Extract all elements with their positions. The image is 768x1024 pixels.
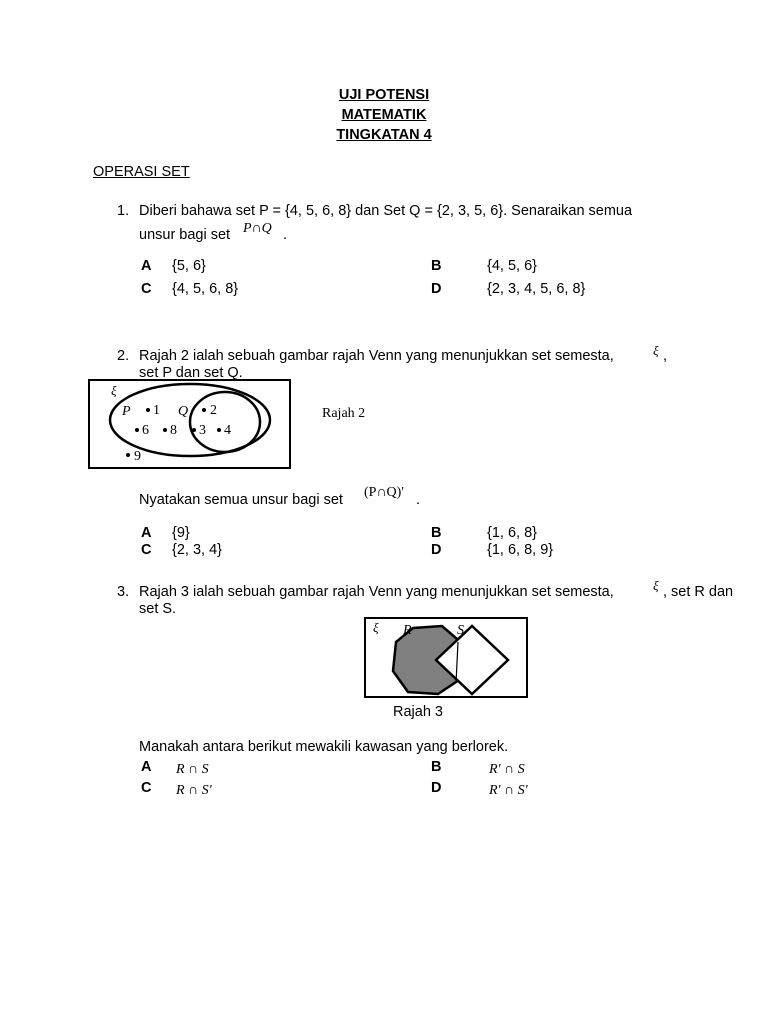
q1-number: 1. <box>117 203 130 219</box>
q2-set-expression: (P∩Q)' <box>364 485 404 500</box>
q2-question: Nyatakan semua unsur bagi set <box>139 492 343 508</box>
q2-period: . <box>416 492 421 508</box>
q1-option-d-label: D <box>431 281 442 297</box>
q2-option-b-label: B <box>431 525 442 541</box>
q1-option-a-value: {5, 6} <box>172 258 206 274</box>
q2-text-line-1: Rajah 2 ialah sebuah gambar rajah Venn yang menunjukkan set semesta, <box>139 348 614 364</box>
q1-option-b-label: B <box>431 258 442 274</box>
q3-option-d-value: R' ∩ S' <box>489 783 528 798</box>
q1-set-expression: P∩Q <box>243 221 272 236</box>
q2-comma: , <box>663 348 668 364</box>
q2-option-b-value: {1, 6, 8} <box>487 525 537 541</box>
element-4: 4 <box>224 423 231 438</box>
q3-option-b-label: B <box>431 759 442 775</box>
q2-option-d-value: {1, 6, 8, 9} <box>487 542 554 558</box>
q2-option-d-label: D <box>431 542 442 558</box>
element-9: 9 <box>134 449 141 464</box>
rajah-2-caption: Rajah 2 <box>322 406 366 421</box>
q3-number: 3. <box>117 584 130 600</box>
title-line-3: TINGKATAN 4 <box>336 127 432 143</box>
q1-option-b-value: {4, 5, 6} <box>487 258 537 274</box>
q3-text-line-1b: , set R dan <box>663 584 734 600</box>
venn2-p-label: P <box>122 404 131 419</box>
q3-option-d-label: D <box>431 780 442 796</box>
q3-text-line-1a: Rajah 3 ialah sebuah gambar rajah Venn yang menunjukkan set semesta, <box>139 584 614 600</box>
q3-option-c-value: R ∩ S' <box>176 783 212 798</box>
title-line-1: UJI POTENSI <box>338 87 430 103</box>
q1-text-line-1: Diberi bahawa set P = {4, 5, 6, 8} dan Set Q = {2, 3, 5, 6}. Senaraikan semua <box>139 203 633 219</box>
q1-text-line-2: unsur bagi set <box>139 227 231 243</box>
q2-option-c-value: {2, 3, 4} <box>172 542 222 558</box>
rajah-3-caption: Rajah 3 <box>393 704 443 720</box>
q1-option-a-label: A <box>141 258 152 274</box>
venn2-xi-label: ξ <box>111 383 117 398</box>
q2-universal-symbol-inline: ξ <box>653 343 659 358</box>
venn3-r-label: R <box>403 623 412 638</box>
venn3-s-label: S <box>457 623 464 638</box>
title-line-2: MATEMATIK <box>341 107 427 123</box>
element-1: 1 <box>153 403 160 418</box>
section-title: OPERASI SET <box>93 164 190 180</box>
q2-text-line-2: set P dan set Q. <box>139 365 243 381</box>
q1-option-c-label: C <box>141 281 152 297</box>
q3-option-c-label: C <box>141 780 152 796</box>
q2-option-a-value: {9} <box>172 525 190 541</box>
q3-text-line-2: set S. <box>139 601 177 617</box>
element-6: 6 <box>142 423 149 438</box>
q2-number: 2. <box>117 348 130 364</box>
q2-option-a-label: A <box>141 525 152 541</box>
venn2-q-label: Q <box>178 404 189 419</box>
venn3-xi-label: ξ <box>373 620 379 635</box>
q3-question: Manakah antara berikut mewakili kawasan yang berlorek. <box>139 739 509 755</box>
element-3: 3 <box>199 423 206 438</box>
q1-option-d-value: {2, 3, 4, 5, 6, 8} <box>487 281 586 297</box>
q2-option-c-label: C <box>141 542 152 558</box>
q3-option-a-value: R ∩ S <box>176 762 209 777</box>
q3-option-a-label: A <box>141 759 152 775</box>
q3-option-b-value: R' ∩ S <box>489 762 525 777</box>
element-8: 8 <box>170 423 177 438</box>
q1-option-c-value: {4, 5, 6, 8} <box>172 281 239 297</box>
q3-universal-symbol-inline: ξ <box>653 578 659 593</box>
q1-period: . <box>283 227 288 243</box>
element-2: 2 <box>210 403 217 418</box>
